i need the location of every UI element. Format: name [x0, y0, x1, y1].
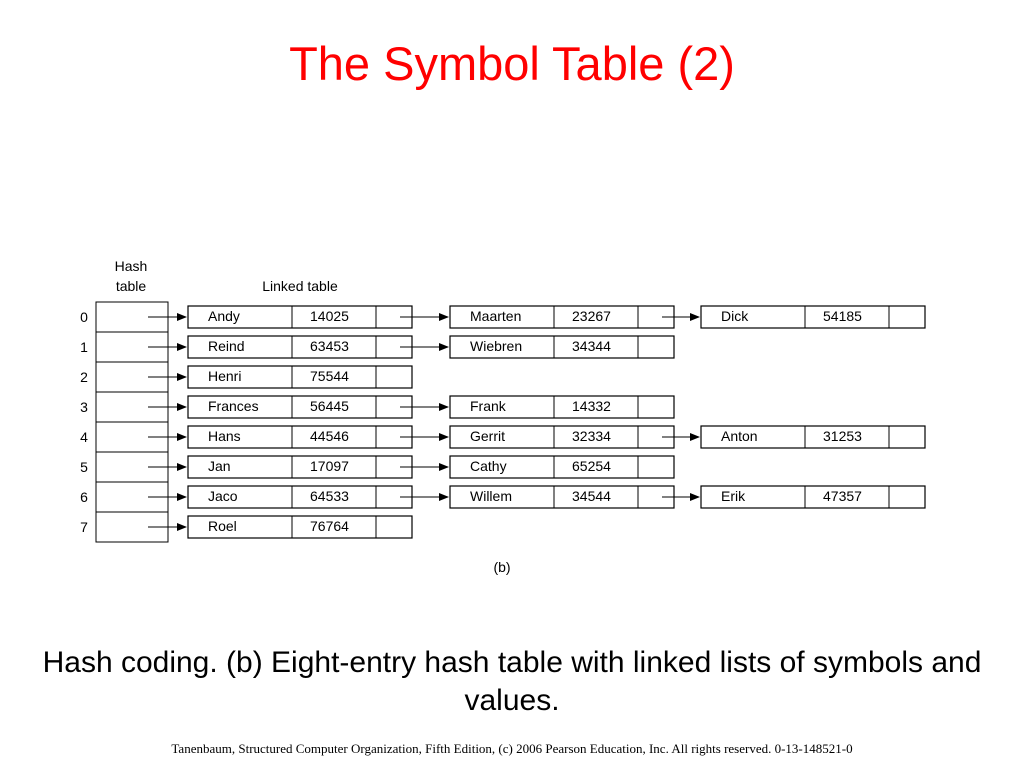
node-symbol-name: Wiebren — [470, 338, 523, 354]
linked-node — [188, 486, 412, 508]
node-symbol-value: 64533 — [310, 488, 349, 504]
hash-index-label: 0 — [80, 309, 88, 325]
node-symbol-name: Dick — [721, 308, 749, 324]
node-symbol-name: Cathy — [470, 458, 507, 474]
node-symbol-name: Frank — [470, 398, 506, 414]
node-symbol-name: Jan — [208, 458, 231, 474]
node-symbol-value: 65254 — [572, 458, 611, 474]
linked-node — [188, 456, 412, 478]
slide-footer: Tanenbaum, Structured Computer Organization, Fifth Edition, (c) 2006 Pearson Education, Inc. All rights reserved. 0-13-148521-0 — [171, 741, 853, 756]
node-symbol-name: Maarten — [470, 308, 522, 324]
hash-index-label: 2 — [80, 369, 88, 385]
linked-node — [188, 396, 412, 418]
node-symbol-name: Anton — [721, 428, 758, 444]
hash-table-label-line2: table — [115, 278, 147, 294]
linked-node — [450, 426, 674, 448]
node-symbol-value: 75544 — [310, 368, 349, 384]
node-symbol-value: 54185 — [823, 308, 862, 324]
node-symbol-value: 63453 — [310, 338, 349, 354]
node-symbol-name: Roel — [208, 518, 237, 534]
node-symbol-value: 14025 — [310, 308, 349, 324]
linked-node — [701, 486, 925, 508]
linked-node — [701, 306, 925, 328]
slide-title: The Symbol Table (2) — [289, 37, 735, 90]
node-symbol-value: 14332 — [572, 398, 611, 414]
linked-node — [450, 486, 674, 508]
node-symbol-name: Willem — [470, 488, 512, 504]
node-symbol-name: Hans — [208, 428, 241, 444]
hash-index-label: 7 — [80, 519, 88, 535]
linked-node — [188, 306, 412, 328]
linked-node — [188, 336, 412, 358]
figure-label: (b) — [493, 559, 511, 575]
node-symbol-value: 32334 — [572, 428, 611, 444]
node-symbol-value: 34344 — [572, 338, 611, 354]
node-symbol-value: 31253 — [823, 428, 862, 444]
linked-node — [450, 396, 674, 418]
node-symbol-name: Andy — [208, 308, 240, 324]
node-symbol-name: Henri — [208, 368, 242, 384]
node-symbol-value: 76764 — [310, 518, 349, 534]
node-symbol-value: 44546 — [310, 428, 349, 444]
node-symbol-name: Gerrit — [470, 428, 505, 444]
linked-node — [188, 366, 412, 388]
linked-node — [450, 456, 674, 478]
hash-table-label-line1: Hash — [114, 258, 148, 274]
linked-node — [188, 426, 412, 448]
node-symbol-name: Jaco — [208, 488, 238, 504]
linked-table-label: Linked table — [262, 278, 338, 294]
linked-node — [450, 306, 674, 328]
slide-caption: Hash coding. (b) Eight-entry hash table with linked lists of symbols and values. — [42, 646, 982, 717]
node-symbol-name: Reind — [208, 338, 245, 354]
node-symbol-name: Erik — [721, 488, 746, 504]
node-symbol-value: 56445 — [310, 398, 349, 414]
node-symbol-name: Frances — [208, 398, 259, 414]
hash-index-label: 1 — [80, 339, 88, 355]
hash-index-label: 6 — [80, 489, 88, 505]
node-symbol-value: 17097 — [310, 458, 349, 474]
node-symbol-value: 34544 — [572, 488, 611, 504]
hash-index-label: 4 — [80, 429, 88, 445]
linked-node — [188, 516, 412, 538]
node-symbol-value: 23267 — [572, 308, 611, 324]
hash-index-label: 5 — [80, 459, 88, 475]
hash-index-label: 3 — [80, 399, 88, 415]
node-symbol-value: 47357 — [823, 488, 862, 504]
linked-node — [450, 336, 674, 358]
linked-node — [701, 426, 925, 448]
